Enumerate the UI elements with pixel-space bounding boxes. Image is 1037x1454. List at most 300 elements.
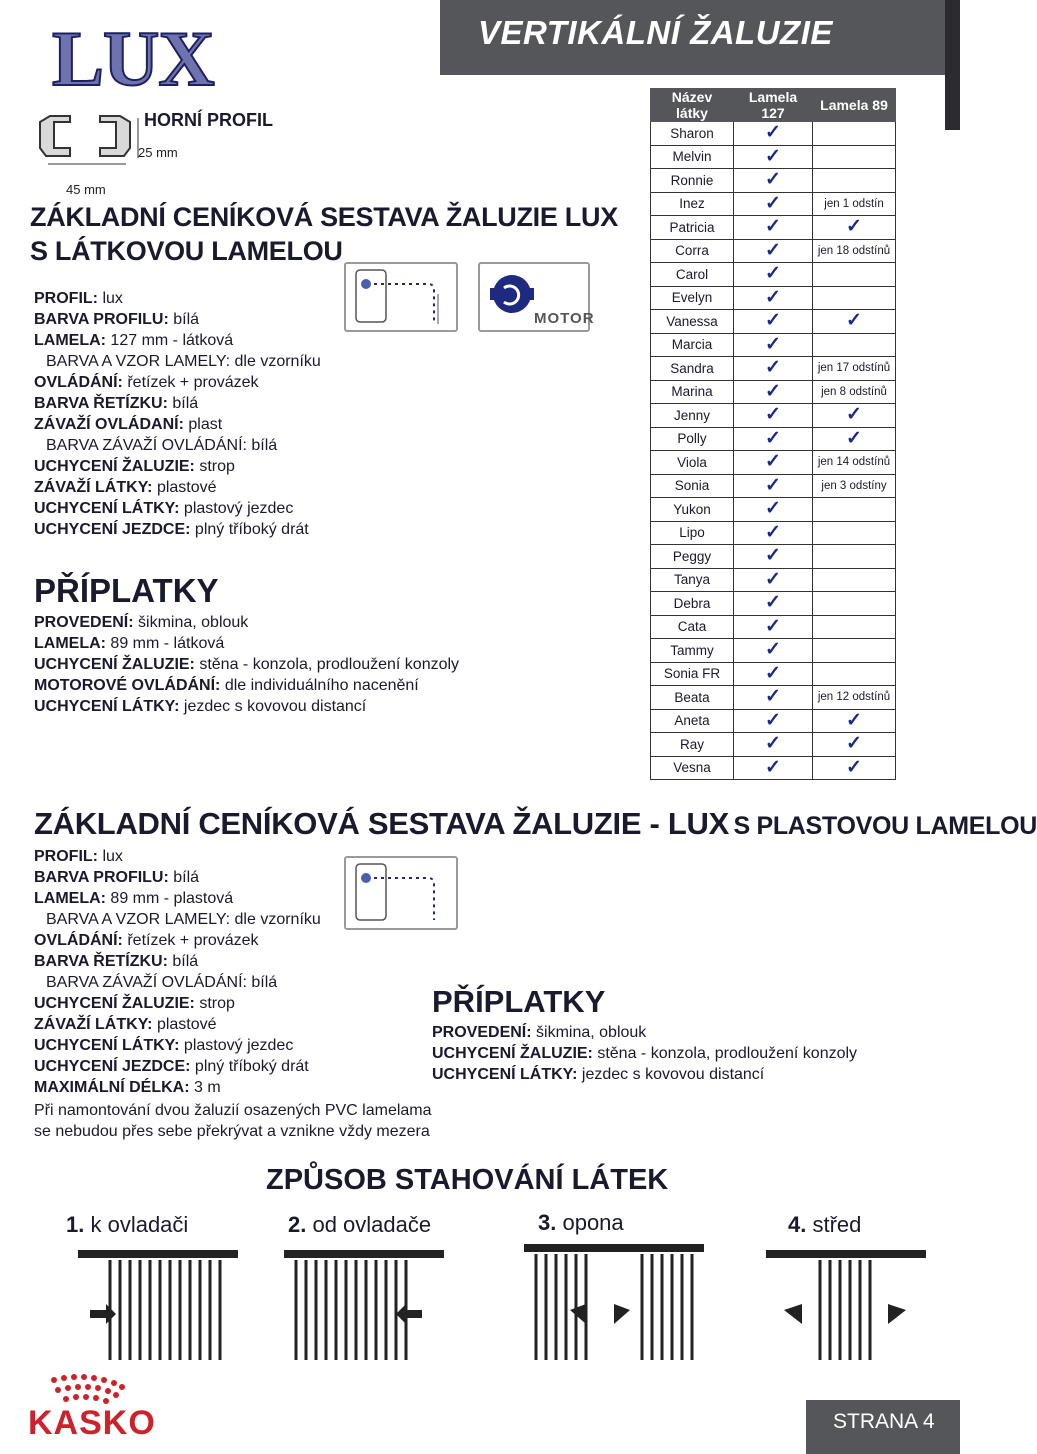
table-row	[651, 239, 896, 263]
spec-value: strop	[194, 995, 235, 1012]
spec-row	[34, 456, 321, 477]
cell-text: Ray	[679, 736, 704, 752]
table-row	[651, 122, 896, 146]
cell-text: Sharon	[670, 125, 714, 141]
fabric-name	[651, 239, 734, 263]
lamela-127-cell	[734, 310, 813, 334]
section2-note	[34, 1100, 432, 1142]
cell-text: Sonia FR	[663, 666, 721, 682]
spec-value: bílá	[168, 311, 200, 328]
fabric-name	[651, 568, 734, 592]
method-2-label	[288, 1212, 431, 1238]
check-icon: ✓	[765, 474, 781, 496]
lamela-89-cell	[813, 145, 896, 169]
header-lamela-127: Lamela 127	[734, 89, 813, 122]
spec-value: 127 mm - látková	[105, 332, 234, 349]
table-row	[651, 756, 896, 780]
check-icon: ✓	[765, 592, 781, 614]
fabric-name	[651, 592, 734, 616]
fabric-name	[651, 521, 734, 545]
header-fabric-name: Název látky	[651, 89, 734, 122]
lamela-127-cell	[734, 568, 813, 592]
fabric-name	[651, 451, 734, 475]
profile-height: 25 mm	[138, 145, 178, 160]
table-row	[651, 263, 896, 287]
cell-text: Tammy	[670, 642, 714, 658]
spec-key: MOTOROVÉ OVLÁDÁNÍ:	[34, 677, 221, 694]
lamela-127-cell	[734, 545, 813, 569]
side-accent-bar	[945, 0, 960, 130]
cell-text: jen 1 odstín	[824, 197, 884, 210]
fabric-name	[651, 733, 734, 757]
spec-key: BARVA PROFILU:	[34, 869, 169, 886]
control-diagram	[344, 262, 458, 332]
cell-text: Vesna	[673, 760, 711, 776]
cell-text: Beata	[674, 689, 710, 705]
spec-row	[34, 846, 321, 867]
methods-title: ZPŮSOB STAHOVÁNÍ LÁTEK	[266, 1164, 669, 1196]
note-line-1: Při namontování dvou žaluzií osazených PVC lamelama	[34, 1102, 432, 1119]
table-row	[651, 686, 896, 710]
spec-value: bílá	[168, 869, 200, 886]
spec-key: BARVA ŘETÍZKU:	[34, 953, 168, 970]
lamela-127-cell	[734, 239, 813, 263]
spec-key: UCHYCENÍ LÁTKY:	[432, 1066, 578, 1083]
spec-key: PROVEDENÍ:	[432, 1024, 532, 1041]
lamela-127-cell	[734, 333, 813, 357]
fabric-name	[651, 380, 734, 404]
lamela-89-cell	[813, 521, 896, 545]
spec-value: 89 mm - plastová	[105, 890, 234, 907]
spec-key: UCHYCENÍ LÁTKY:	[34, 1037, 180, 1054]
spec-row	[34, 351, 321, 372]
cell-text: Debra	[673, 595, 711, 611]
cell-text: Peggy	[672, 548, 712, 564]
lamela-127-cell	[734, 404, 813, 428]
spec-key: ZÁVAŽÍ LÁTKY:	[34, 479, 153, 496]
table-row	[651, 310, 896, 334]
lamela-89-cell	[813, 498, 896, 522]
spec-value: šikmina, oblouk	[133, 614, 249, 631]
arrow-left-icon	[396, 1304, 422, 1324]
method-3-number: 3.	[538, 1210, 557, 1235]
lamela-89-cell	[813, 169, 896, 193]
fabric-name	[651, 639, 734, 663]
cell-text: Jenny	[673, 407, 711, 423]
spec-row	[34, 414, 321, 435]
fabric-name	[651, 686, 734, 710]
spec-value: řetízek + provázek	[122, 374, 259, 391]
spec-row	[34, 498, 321, 519]
spec-key: ZÁVAŽÍ LÁTKY:	[34, 1016, 153, 1033]
section2-extras	[432, 1022, 857, 1085]
lamela-89-cell	[813, 686, 896, 710]
check-icon: ✓	[765, 169, 781, 191]
arrow-right-icon	[90, 1304, 116, 1324]
spec-row	[34, 675, 459, 696]
kasko-logo: KASKO	[28, 1404, 156, 1442]
cell-text: jen 8 odstínů	[821, 385, 887, 398]
table-row	[651, 286, 896, 310]
check-icon: ✓	[846, 756, 862, 778]
spec-row	[34, 435, 321, 456]
fabric-name	[651, 192, 734, 216]
lamela-127-cell	[734, 615, 813, 639]
fabric-name	[651, 615, 734, 639]
spec-value: plastový jezdec	[179, 500, 294, 517]
table-row	[651, 169, 896, 193]
spec-key: PROVEDENÍ:	[34, 614, 134, 631]
table-row	[651, 521, 896, 545]
check-icon: ✓	[846, 427, 862, 449]
fabric-name	[651, 333, 734, 357]
section1-extras-title: PŘÍPLATKY	[34, 572, 219, 609]
spec-key: UCHYCENÍ JEZDCE:	[34, 521, 191, 538]
fabric-name	[651, 286, 734, 310]
fabric-name	[651, 545, 734, 569]
check-icon: ✓	[765, 709, 781, 731]
spec-row	[34, 393, 321, 414]
check-icon: ✓	[765, 310, 781, 332]
spec-value: bílá	[167, 395, 199, 412]
lamela-89-cell	[813, 756, 896, 780]
fabric-name	[651, 756, 734, 780]
spec-value: dle individuálního nacenění	[220, 677, 419, 694]
cell-text: Ronnie	[670, 172, 714, 188]
lamela-127-cell	[734, 427, 813, 451]
chain-diagram-icon	[346, 858, 456, 928]
spec-value: plastové	[152, 1016, 217, 1033]
cell-text: Evelyn	[671, 290, 713, 306]
lamela-89-cell	[813, 427, 896, 451]
spec-key: LAMELA:	[34, 635, 106, 652]
table-row	[651, 357, 896, 381]
fabric-name	[651, 474, 734, 498]
method-1-number: 1.	[66, 1212, 85, 1237]
lamela-89-cell	[813, 216, 896, 240]
spec-row	[34, 633, 459, 654]
spec-row	[34, 477, 321, 498]
spec-row	[432, 1043, 857, 1064]
spec-value: jezdec s kovovou distancí	[577, 1066, 765, 1083]
table-row	[651, 615, 896, 639]
section1-title-line2: S LÁTKOVOU LAMELOU	[30, 236, 343, 266]
spec-value: BARVA ZÁVAŽÍ OVLÁDÁNÍ: bílá	[46, 437, 278, 454]
check-icon: ✓	[846, 404, 862, 426]
lamela-89-cell	[813, 333, 896, 357]
lamela-89-cell	[813, 545, 896, 569]
spec-key: UCHYCENÍ ŽALUZIE:	[34, 458, 195, 475]
lamela-127-cell	[734, 733, 813, 757]
table-row	[651, 545, 896, 569]
table-row	[651, 427, 896, 451]
spec-value: plastový jezdec	[179, 1037, 294, 1054]
lamela-89-cell	[813, 357, 896, 381]
spec-row	[34, 993, 321, 1014]
cell-text: Lipo	[679, 525, 705, 541]
spec-value: stěna - konzola, prodloužení konzoly	[194, 656, 460, 673]
spec-row	[34, 972, 321, 993]
check-icon: ✓	[846, 310, 862, 332]
fabric-name	[651, 263, 734, 287]
fabric-name	[651, 662, 734, 686]
cell-text: jen 12 odstínů	[817, 691, 891, 704]
cell-text: Melvin	[672, 149, 712, 165]
spec-key: OVLÁDÁNÍ:	[34, 932, 123, 949]
cell-text: Vanessa	[666, 313, 718, 329]
check-icon: ✓	[765, 498, 781, 520]
fabric-name	[651, 709, 734, 733]
fabric-name	[651, 404, 734, 428]
lamela-127-cell	[734, 380, 813, 404]
check-icon: ✓	[765, 521, 781, 543]
table-row	[651, 568, 896, 592]
spec-key: PROFIL:	[34, 848, 98, 865]
check-icon: ✓	[765, 263, 781, 285]
lamela-127-cell	[734, 662, 813, 686]
cell-text: Corra	[675, 243, 709, 259]
cell-text: Tanya	[673, 572, 711, 588]
fabric-name	[651, 216, 734, 240]
lamela-89-cell	[813, 380, 896, 404]
lamela-89-cell	[813, 122, 896, 146]
cell-text: Inez	[679, 196, 705, 212]
lamela-89-cell	[813, 286, 896, 310]
table-row	[651, 145, 896, 169]
check-icon: ✓	[846, 733, 862, 755]
spec-row	[34, 951, 321, 972]
spec-key: PROFIL:	[34, 290, 98, 307]
check-icon: ✓	[765, 216, 781, 238]
spec-row	[432, 1064, 857, 1085]
table-row	[651, 451, 896, 475]
fabric-name	[651, 145, 734, 169]
spec-row	[34, 288, 321, 309]
spec-key: BARVA ŘETÍZKU:	[34, 395, 168, 412]
spec-row	[34, 888, 321, 909]
fabric-name	[651, 122, 734, 146]
cell-text: jen 17 odstínů	[817, 362, 891, 375]
section2-title	[34, 806, 1037, 842]
lamela-127-cell	[734, 192, 813, 216]
check-icon: ✓	[765, 568, 781, 590]
spec-value: lux	[98, 290, 123, 307]
spec-key: ZÁVAŽÍ OVLÁDANÍ:	[34, 416, 184, 433]
lamela-127-cell	[734, 122, 813, 146]
method-4-label	[788, 1212, 861, 1238]
spec-row	[34, 372, 321, 393]
check-icon: ✓	[765, 662, 781, 684]
lamela-127-cell	[734, 216, 813, 240]
method-1-label	[66, 1212, 188, 1238]
cell-text: Cata	[677, 619, 707, 635]
spec-row	[34, 330, 321, 351]
cell-text: jen 3 odstíny	[821, 479, 887, 492]
table-row	[651, 709, 896, 733]
motor-label: MOTOR	[534, 310, 595, 327]
check-icon: ✓	[765, 404, 781, 426]
table-row	[651, 333, 896, 357]
lamela-89-cell	[813, 709, 896, 733]
spec-key: UCHYCENÍ LÁTKY:	[34, 500, 180, 517]
page-number: STRANA 4	[833, 1410, 935, 1433]
lamela-89-cell	[813, 568, 896, 592]
check-icon: ✓	[765, 122, 781, 144]
method-2-number: 2.	[288, 1212, 307, 1237]
lamela-89-cell	[813, 639, 896, 663]
spec-value: 3 m	[189, 1079, 221, 1096]
spec-value: BARVA ZÁVAŽÍ OVLÁDÁNÍ: bílá	[46, 974, 278, 991]
table-row	[651, 639, 896, 663]
lamela-89-cell	[813, 662, 896, 686]
page-title: VERTIKÁLNÍ ŽALUZIE	[478, 14, 833, 51]
lamela-127-cell	[734, 451, 813, 475]
check-icon: ✓	[846, 216, 862, 238]
note-line-2: se nebudou přes sebe překrývat a vznikne vždy mezera	[34, 1123, 430, 1140]
table-row	[651, 662, 896, 686]
method-3-label	[538, 1210, 624, 1236]
lamela-127-cell	[734, 756, 813, 780]
fabric-name	[651, 310, 734, 334]
cell-text: Marcia	[671, 337, 713, 353]
spec-row	[34, 519, 321, 540]
table-row	[651, 592, 896, 616]
lamela-127-cell	[734, 521, 813, 545]
chain-diagram-icon	[346, 264, 456, 330]
spec-value: jezdec s kovovou distancí	[179, 698, 367, 715]
fabric-name	[651, 357, 734, 381]
lamela-127-cell	[734, 709, 813, 733]
table-row	[651, 474, 896, 498]
methods-illustration	[50, 1240, 930, 1370]
cell-text: Sandra	[670, 360, 714, 376]
method-4-text: střed	[806, 1212, 862, 1237]
check-icon: ✓	[765, 333, 781, 355]
spec-value: plný tříboký drát	[190, 1058, 309, 1075]
fabric-table	[650, 88, 896, 780]
section2-specs	[34, 846, 321, 1098]
check-icon: ✓	[765, 545, 781, 567]
check-icon: ✓	[765, 756, 781, 778]
spec-row	[34, 1056, 321, 1077]
spec-key: UCHYCENÍ ŽALUZIE:	[432, 1045, 593, 1062]
lamela-89-cell	[813, 192, 896, 216]
profile-drawing	[30, 108, 142, 188]
cell-text: Carol	[675, 266, 709, 282]
check-icon: ✓	[765, 686, 781, 708]
lamela-89-cell	[813, 474, 896, 498]
cell-text: Viola	[677, 454, 707, 470]
lamela-89-cell	[813, 310, 896, 334]
check-icon: ✓	[765, 427, 781, 449]
lamela-89-cell	[813, 733, 896, 757]
fabric-name	[651, 169, 734, 193]
lamela-127-cell	[734, 263, 813, 287]
lamela-127-cell	[734, 145, 813, 169]
spec-key: UCHYCENÍ JEZDCE:	[34, 1058, 191, 1075]
cell-text: Polly	[677, 431, 707, 447]
control-diagram-2	[344, 856, 458, 930]
cell-text: Patricia	[669, 219, 715, 235]
header-lamela-89: Lamela 89	[813, 89, 896, 122]
lamela-127-cell	[734, 498, 813, 522]
section1-specs	[34, 288, 321, 540]
table-row	[651, 733, 896, 757]
lamela-89-cell	[813, 615, 896, 639]
spec-row	[34, 612, 459, 633]
spec-row	[34, 867, 321, 888]
lamela-89-cell	[813, 592, 896, 616]
cell-text: jen 14 odstínů	[817, 456, 891, 469]
section2-title-main: ZÁKLADNÍ CENÍKOVÁ SESTAVA ŽALUZIE - LUX	[34, 806, 729, 841]
section1-title-line1: ZÁKLADNÍ CENÍKOVÁ SESTAVA ŽALUZIE LUX	[30, 202, 618, 232]
table-row	[651, 404, 896, 428]
check-icon: ✓	[765, 145, 781, 167]
spec-value: strop	[194, 458, 235, 475]
spec-value: BARVA A VZOR LAMELY: dle vzorníku	[46, 911, 321, 928]
spec-value: stěna - konzola, prodloužení konzoly	[592, 1045, 858, 1062]
table-row	[651, 192, 896, 216]
cell-text: Sonia	[674, 478, 710, 494]
spec-value: plast	[183, 416, 223, 433]
spec-key: LAMELA:	[34, 890, 106, 907]
lamela-89-cell	[813, 404, 896, 428]
check-icon: ✓	[765, 357, 781, 379]
spec-key: UCHYCENÍ ŽALUZIE:	[34, 995, 195, 1012]
spec-row	[34, 1035, 321, 1056]
spec-key: BARVA PROFILU:	[34, 311, 169, 328]
check-icon: ✓	[765, 639, 781, 661]
arrow-inward-icon	[784, 1304, 906, 1324]
check-icon: ✓	[765, 380, 781, 402]
spec-row	[34, 309, 321, 330]
table-row	[651, 498, 896, 522]
lux-logo: LUX	[52, 15, 214, 102]
cell-text: Marina	[671, 384, 713, 400]
cell-text: jen 18 odstínů	[817, 244, 891, 257]
check-icon: ✓	[765, 286, 781, 308]
method-3-text: opona	[556, 1210, 624, 1235]
check-icon: ✓	[846, 709, 862, 731]
spec-key: LAMELA:	[34, 332, 106, 349]
check-icon: ✓	[765, 733, 781, 755]
check-icon: ✓	[765, 239, 781, 261]
spec-value: plastové	[152, 479, 217, 496]
lamela-127-cell	[734, 639, 813, 663]
spec-row	[34, 909, 321, 930]
section2-extras-title: PŘÍPLATKY	[432, 984, 606, 1019]
spec-row	[34, 1014, 321, 1035]
lamela-89-cell	[813, 239, 896, 263]
spec-row	[34, 1077, 321, 1098]
cell-text: Yukon	[673, 501, 711, 517]
spec-value: 89 mm - látková	[105, 635, 225, 652]
fabric-name	[651, 498, 734, 522]
spec-key: UCHYCENÍ LÁTKY:	[34, 698, 180, 715]
profile-caption: HORNÍ PROFIL	[144, 110, 273, 130]
section1-extras	[34, 612, 459, 717]
lamela-127-cell	[734, 357, 813, 381]
spec-value: šikmina, oblouk	[531, 1024, 647, 1041]
spec-row	[34, 654, 459, 675]
spec-key: OVLÁDÁNÍ:	[34, 374, 123, 391]
spec-value: řetízek + provázek	[122, 932, 259, 949]
spec-row	[34, 696, 459, 717]
spec-value: bílá	[167, 953, 199, 970]
lamela-89-cell	[813, 263, 896, 287]
check-icon: ✓	[765, 192, 781, 214]
spec-value: plný tříboký drát	[190, 521, 309, 538]
